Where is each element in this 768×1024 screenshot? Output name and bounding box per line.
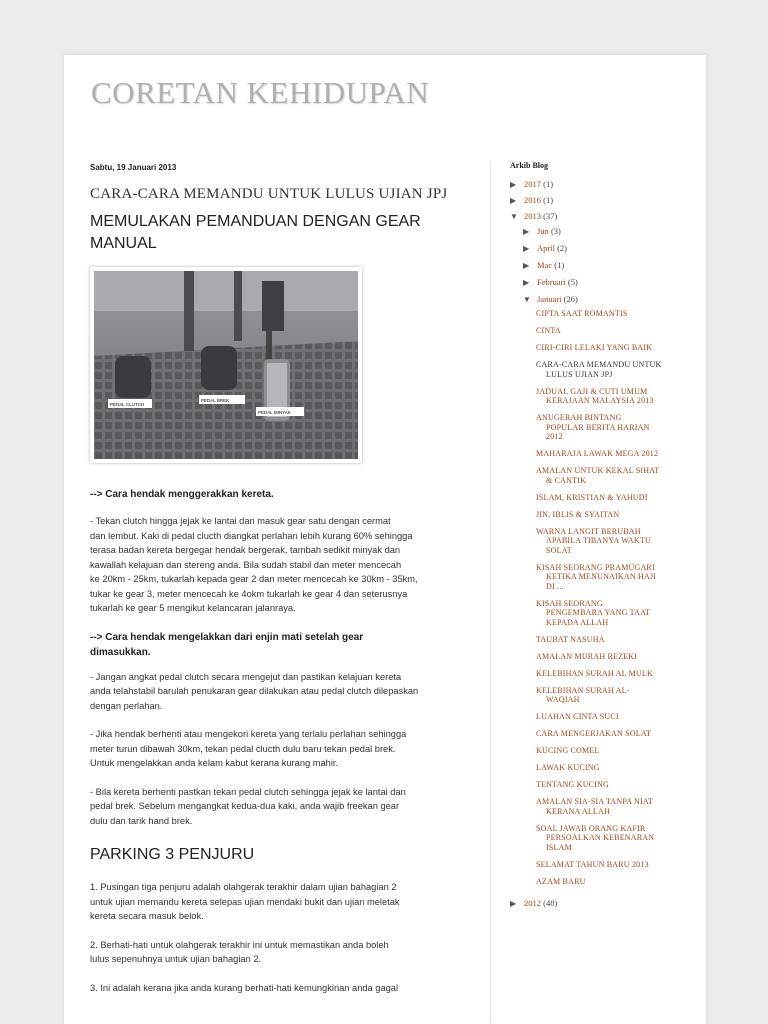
archive-month-april[interactable]	[510, 243, 690, 254]
archive-year-2017[interactable]	[510, 179, 690, 190]
para-line: untuk ujian memandu kereta selepas ujian mendaki bukit dan ujian meletak	[90, 896, 400, 907]
pedal-image	[94, 271, 358, 459]
archive-count: (1)	[543, 179, 554, 189]
sidebar-divider	[490, 163, 491, 1023]
expand-right-icon[interactable]: ▶	[523, 244, 530, 253]
archive-post-link[interactable]: KELEBIHAN SURAH AL- WAQIAH	[536, 685, 630, 704]
subheading-line: --> Cara hendak mengelakkan dari enjin mati setelah gear	[90, 631, 364, 643]
para-brake	[90, 785, 462, 829]
para-line: anda telahstabil barulah penukaran gear dilakukan atau pedal clutch dilepaskan	[90, 686, 419, 696]
archive-year-link[interactable]: 2012	[524, 898, 541, 908]
collapse-down-icon[interactable]: ▼	[510, 212, 518, 221]
para-move	[90, 514, 462, 616]
para-line: meter turun dibawah 30km, tekan pedal clucth dulu baru tekan pedal brek.	[90, 743, 396, 754]
archive-post-link[interactable]: JADUAL GAJI & CUTI UMUM KERAJAAN MALAYSIA 2013	[536, 386, 654, 405]
archive-post-link[interactable]: ISLAM, KRISTIAN & YAHUDI	[536, 492, 648, 502]
para-line: pedal brek. Sebelum mengangkat kedua-dua kaki, anda wajib freekan gear	[90, 801, 400, 811]
archive-post-current: CARA-CARA MEMANDU UNTUK LULUS UJIAN JPJ	[536, 360, 662, 379]
label-throttle: PEDAL MINYAK	[258, 410, 291, 415]
para-line: - Jangan angkat pedal clutch secara mengejut dan pastikan kelajuan kereta	[90, 671, 402, 682]
blog-archive	[510, 161, 690, 909]
archive-post-list	[510, 309, 690, 886]
archive-post-link[interactable]: AMALAN UNTUK KEKAL SIHAT & CANTIK	[536, 466, 660, 485]
archive-post-link[interactable]: CARA MENGERJAKAN SOLAT	[536, 729, 652, 738]
archive-month-mac[interactable]	[510, 260, 690, 271]
archive-month-link[interactable]: Januari	[537, 294, 562, 304]
para-line: - Tekan clutch hingga jejak ke lantai dan masuk gear satu dengan cermat	[90, 516, 391, 526]
archive-month-link[interactable]: April	[537, 243, 555, 253]
archive-count: (1)	[554, 260, 565, 270]
archive-year-link[interactable]: 2016	[524, 195, 541, 205]
para-parking-1	[90, 880, 462, 924]
archive-post-link[interactable]: AZAM BARU	[536, 876, 586, 886]
archive-post-link[interactable]: WARNA LANGIT BERUBAH APABILA TIBANYA WAKTU SOLAT	[536, 526, 651, 555]
expand-right-icon[interactable]: ▶	[510, 899, 517, 908]
expand-right-icon[interactable]: ▶	[510, 180, 517, 189]
post-date: Sabtu, 19 Januari 2013	[90, 163, 177, 172]
archive-count: (26)	[563, 294, 578, 304]
archive-count: (2)	[557, 243, 567, 253]
archive-count: (48)	[543, 898, 558, 908]
archive-month-link[interactable]: Februari	[537, 277, 566, 287]
archive-post-link[interactable]: KELEBIHAN SURAH AL MULK	[536, 668, 653, 678]
para-line: terasa badan kereta bergegar hendak bergerak, tambah sedikit minyak dan	[90, 545, 401, 555]
pedal-photo[interactable]	[90, 267, 362, 463]
archive-post-link[interactable]: CIRI-CIRI LELAKI YANG BAIK	[536, 343, 653, 352]
label-clutch: PEDAL CLUTCH	[110, 402, 145, 407]
archive-count: (5)	[567, 277, 578, 287]
archive-post-link[interactable]: JIN, IBLIS & SYAITAN	[536, 509, 620, 519]
archive-post-link[interactable]: SOAL JAWAB ORANG KAFIR PERSOALKAN KEBENARAN ISLAM	[536, 823, 655, 852]
para-clutch	[90, 670, 462, 714]
archive-post-link[interactable]: ANUGERAH BINTANG POPULAR BERITA HARIAN 2012	[536, 413, 650, 441]
archive-post-link[interactable]: KUCING COMEL	[536, 746, 600, 755]
para-parking-3	[90, 981, 462, 996]
archive-post-link[interactable]: MAHARAJA LAWAK MEGA 2012	[536, 449, 659, 458]
post-title[interactable]: CARA-CARA MEMANDU UNTUK LULUS UJIAN JPJ	[90, 186, 448, 202]
blog-page	[64, 55, 706, 1024]
para-line: dan lembut. Kaki di pedal clucth diangkat perlahan lebih kurang 60% sehingga	[90, 530, 413, 541]
subheading-stall	[90, 630, 462, 660]
para-line: tukarlah ke gear 5 mengikut kelancaran jalanraya.	[90, 603, 296, 613]
para-line: ke 20km - 25km, tukarlah kepada gear 2 dan meter mencecah ke 30km - 35km,	[90, 574, 418, 584]
archive-year-link[interactable]: 2013	[524, 211, 541, 221]
archive-post-link[interactable]: AMALAN SIA-SIA TANPA NIAT KERANA ALLAH	[536, 797, 654, 816]
archive-post-link[interactable]: LAWAK KUCING	[536, 763, 600, 772]
post-main	[90, 163, 462, 995]
subheading-line: dimasukkan.	[90, 646, 151, 658]
post-heading-gear: MEMULAKAN PEMANDUAN DENGAN GEAR MANUAL	[90, 213, 421, 252]
archive-count: (1)	[543, 195, 554, 205]
archive-post-link[interactable]: KISAH SEORANG PRAMUGARI KETIKA MENUNAIKAN HAJI DI ...	[536, 562, 657, 591]
archive-title: Arkib Blog	[510, 161, 549, 170]
para-line: lulus sepenuhnya untuk ujian bahagian 2.	[90, 954, 262, 964]
para-line: - Bila kereta berhenti pastkan tekan pedal clutch sehingga jejak ke lantai dan	[90, 786, 406, 797]
para-line: dulu dan tarik hand brek.	[90, 815, 193, 826]
archive-post-link[interactable]: KISAH SEORANG PENGEMBARA YANG TAAT KEPADA ALLAH	[536, 598, 651, 627]
archive-post-link[interactable]: CIPTA SAAT ROMANTIS	[536, 309, 628, 318]
archive-post-link[interactable]: AMALAN MURAH REZEKI	[536, 651, 638, 661]
para-line: kereta secara masuk belok.	[90, 911, 204, 921]
blog-title[interactable]: CORETAN KEHIDUPAN	[91, 75, 430, 110]
collapse-down-icon[interactable]: ▼	[523, 295, 531, 304]
para-parking-2	[90, 938, 462, 967]
archive-count: (3)	[550, 226, 561, 236]
para-line: 3. Ini adalah kerana jika anda kurang berhati-hati kemungkinan anda gagal	[90, 982, 399, 993]
expand-right-icon[interactable]: ▶	[523, 278, 530, 287]
archive-post-link[interactable]: TENTANG KUCING	[536, 780, 610, 789]
expand-right-icon[interactable]: ▶	[510, 196, 517, 205]
archive-post-link[interactable]: TAUBAT NASUHA	[536, 634, 605, 644]
para-line: tukar ke gear 3, meter mencecah ke 4okm tukarlah ke gear 4 dan seterusnya	[90, 588, 408, 599]
para-line: dengan perlahan.	[90, 700, 163, 711]
archive-month-link[interactable]: Jun	[537, 226, 549, 236]
archive-post-link[interactable]: LUAHAN CINTA SUCI	[536, 712, 619, 721]
archive-post-link[interactable]: SELAMAT TAHUN BARU 2013	[536, 859, 649, 869]
archive-month-januari[interactable]	[510, 294, 690, 305]
para-line: Untuk mengelakkan anda kelam kabut kerana kurang mahir.	[90, 758, 339, 768]
archive-year-link[interactable]: 2017	[524, 179, 541, 189]
para-line: - Jika hendak berhenti atau mengekori kereta yang terlalu perlahan sehingga	[90, 729, 407, 739]
archive-month-jun[interactable]	[510, 226, 690, 237]
archive-post-link[interactable]: CINTA	[536, 326, 561, 335]
para-line: 1. Pusingan tiga penjuru adalah olahgerak terakhir dalam ujian bahagian 2	[90, 882, 397, 892]
label-brake: PEDAL BREK	[201, 398, 230, 403]
para-line: 2. Berhati-hati untuk olahgerak terakhir ini untuk memastikan anda boleh	[90, 939, 389, 950]
post-heading-parking: PARKING 3 PENJURU	[90, 846, 255, 863]
archive-month-link[interactable]: Mac	[537, 260, 553, 270]
archive-month-februari[interactable]	[510, 277, 690, 288]
archive-count: (37)	[543, 211, 558, 221]
archive-year-2016[interactable]	[510, 195, 690, 206]
archive-year-2012[interactable]	[510, 898, 690, 909]
expand-right-icon[interactable]: ▶	[523, 227, 530, 236]
para-line: kawallah kelajuan dan stereng anda. Bila sudah stabil dan meter mencecah	[90, 559, 402, 570]
expand-right-icon[interactable]: ▶	[523, 261, 530, 270]
archive-year-2013[interactable]	[510, 211, 690, 222]
para-stop	[90, 727, 462, 771]
subheading-move: --> Cara hendak menggerakkan kereta.	[90, 489, 274, 500]
